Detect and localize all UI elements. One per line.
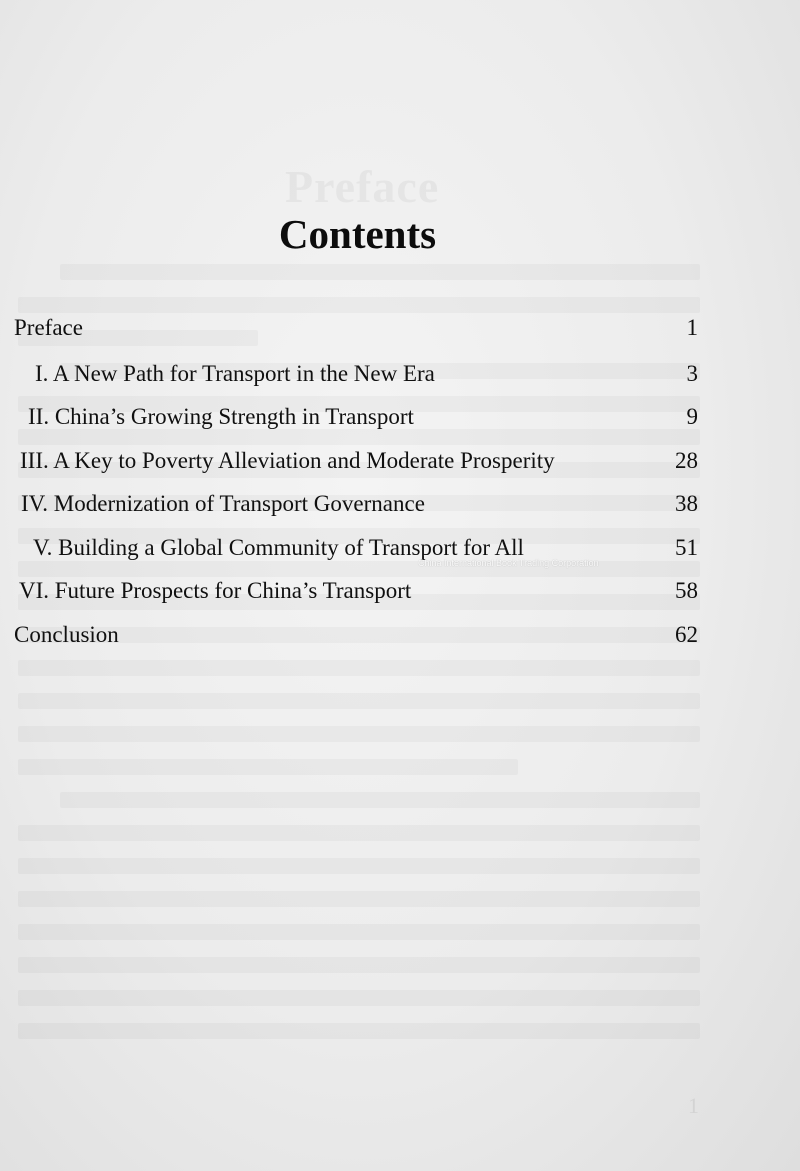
- toc-page-number: 28: [675, 448, 698, 473]
- ghost-text-line: [18, 957, 700, 973]
- toc-entry-governance[interactable]: IV. Modernization of Transport Governance: [21, 491, 425, 516]
- toc-page-number: 62: [675, 622, 698, 647]
- toc-page-number: 1: [686, 315, 698, 340]
- toc-page-number: 9: [686, 404, 698, 429]
- toc-entry-new-path[interactable]: I. A New Path for Transport in the New Era: [35, 361, 435, 386]
- ghost-text-line: [18, 858, 700, 874]
- toc-entry-preface[interactable]: Preface: [14, 315, 83, 340]
- toc-page-number: 58: [675, 578, 698, 603]
- ghost-text-line: [18, 297, 700, 313]
- ghost-text-line: [18, 693, 700, 709]
- ghost-text-line: [18, 627, 700, 643]
- toc-page-number: 51: [675, 535, 698, 560]
- toc-entry-conclusion[interactable]: Conclusion: [14, 622, 119, 647]
- ghost-text-line: [60, 792, 700, 808]
- ghost-text-line: [18, 990, 700, 1006]
- ghost-text-line: [18, 891, 700, 907]
- ghost-heading: [285, 160, 439, 213]
- ghost-text-line: [18, 660, 700, 676]
- contents-title: Contents: [278, 211, 437, 257]
- toc-entry-growing-strength[interactable]: II. China’s Growing Strength in Transport: [28, 404, 414, 429]
- watermark: China International Book Trading Corporation: [418, 558, 599, 568]
- toc-entry-global-community[interactable]: V. Building a Global Community of Transport for All: [33, 535, 524, 560]
- toc-entry-future-prospects[interactable]: VI. Future Prospects for China’s Transport: [19, 578, 412, 603]
- ghost-page-number: 1: [688, 1093, 699, 1118]
- ghost-text-line: [18, 759, 518, 775]
- ghost-text-line: [18, 1023, 700, 1039]
- ghost-text-line: [18, 825, 700, 841]
- toc-entry-poverty-alleviation[interactable]: III. A Key to Poverty Alleviation and Moderate Prosperity: [20, 448, 555, 473]
- ghost-text-line: [18, 726, 700, 742]
- ghost-text-line: [18, 924, 700, 940]
- ghost-text-line: [60, 264, 700, 280]
- toc-page-number: 3: [686, 361, 698, 386]
- toc-page-number: 38: [675, 491, 698, 516]
